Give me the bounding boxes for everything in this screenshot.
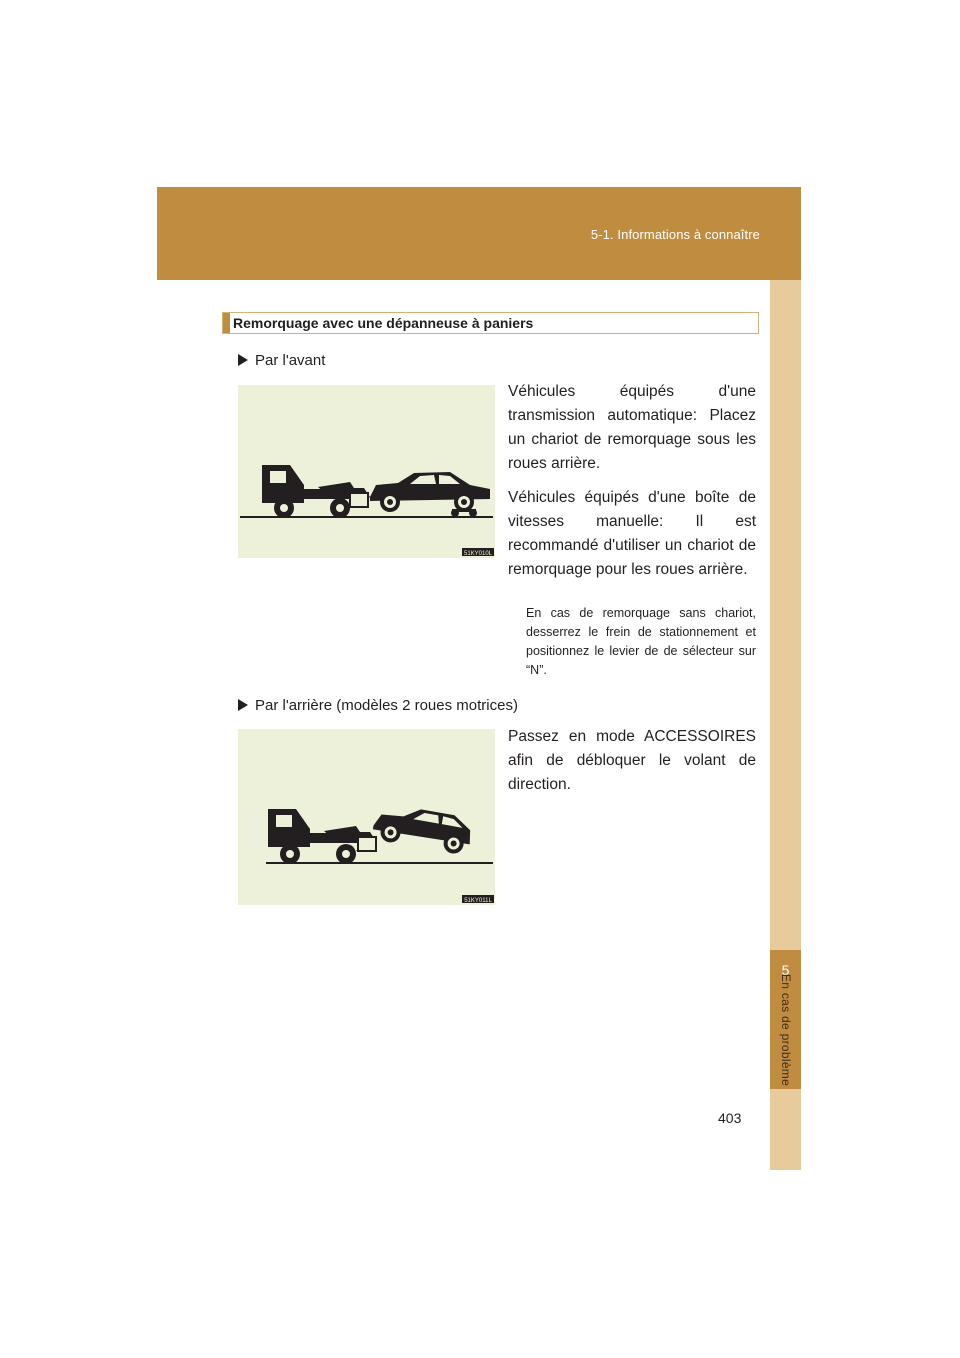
front-paragraph-2: Véhicules équipés d'une boîte de vitesses manuelle: Il est recommandé d'utiliser un chariot de remorquage pour les roues arrière. (508, 489, 756, 578)
section-heading (222, 312, 759, 334)
tow-truck-rear-icon (238, 729, 495, 905)
front-figure-code: 51KY010L (463, 551, 493, 557)
section-accent (223, 313, 230, 333)
rear-label: Par l'arrière (modèles 2 roues motrices) (255, 697, 518, 714)
triangle-bullet-icon (238, 354, 248, 366)
front-tow-figure (238, 385, 495, 558)
front-note: En cas de remorquage sans chariot, desserrez le frein de stationnement et positionnez le levier de de sélecteur sur “N”. (526, 606, 756, 677)
section-title: Remorquage avec une dépanneuse à paniers (233, 315, 534, 331)
rear-paragraph: Passez en mode ACCESSOIRES afin de débloquer le volant de direction. (508, 728, 756, 793)
rear-body (508, 725, 756, 807)
page-number: 403 (718, 1110, 742, 1126)
front-body (508, 380, 756, 592)
triangle-bullet-icon (238, 699, 248, 711)
front-bullet (238, 352, 325, 369)
rear-figure-code: 51KY011L (464, 898, 492, 904)
rear-bullet (238, 697, 518, 714)
header-band (157, 187, 801, 280)
header-section-title: 5-1. Informations à connaître (590, 227, 760, 242)
chapter-title: En cas de problème (779, 973, 793, 1087)
tow-truck-front-icon (238, 385, 495, 558)
front-label: Par l'avant (255, 352, 326, 369)
chapter-number: 5 (781, 962, 790, 978)
front-paragraph-1: Véhicules équipés d'une transmission automatique: Placez un chariot de remorquage sous les roues arrière. (508, 383, 756, 472)
rear-tow-figure (238, 729, 495, 905)
